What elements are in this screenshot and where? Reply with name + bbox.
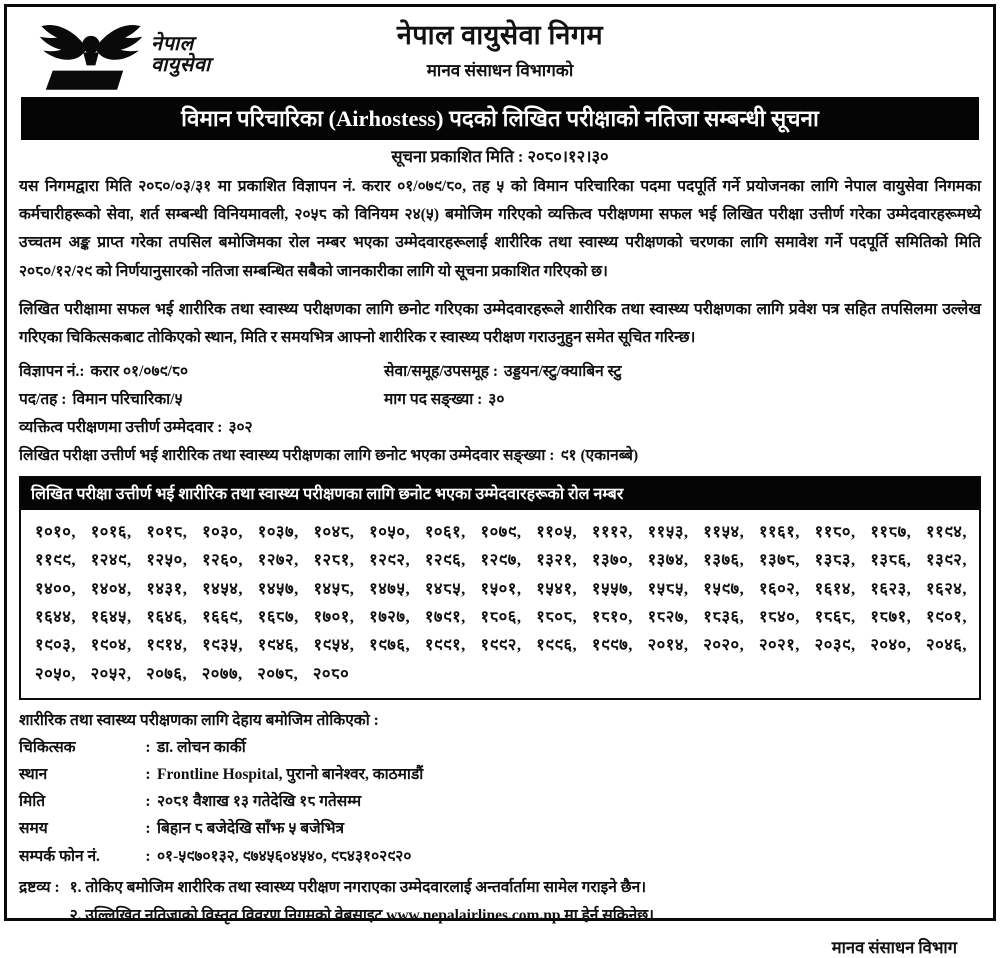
roll-number-list: १०१०, १०१६, १०१८, १०३०, १०३७, १०४८, १०५०, १०६१, १०७९, ११०५, १११२, ११५३, ११५४, ११६१, ११८०, ११८७, ११९४, ११९९, १२४९, १२५०, १२६०, १२७२, १२८१, १२९२, १२९६, १२९७, १३२१, १३७०, १३७४, १३७६, १३७८, १३८३, १३८६, १३९२, १४००, १४०४, १४३१, १४५४, १४५७, १४५८, १४७५, १४८५, १५०१, १५४१, १५५७, १५८५, १५९७, १६०२, १६१४, १६२३, १६२४, १६४४, १६४५, १६४६, १६६९, १६८७, १७०१, १७२७, १७९१, १८०६, १८०८, १८१०, १८२७, १८३६, १८४०, १८६८, १८७१, १९०१, १९०३, १९०४, १९१४, १९३५, १९४६, १९५४, १९७६, १९९१, १९९२, १९९६, १९९७, २०१४, २०२०, २०२१, २०३९, २०४०, २०४६, २०५०, २०५२, २०७६, २०७७, २०७८, २०८०: [35, 521, 967, 683]
logo-text-line1: नेपाल: [151, 33, 194, 55]
logo-wordmark: [151, 34, 211, 76]
notice-paragraph-2: लिखित परीक्षामा सफल भई शारीरिक तथा स्वास्थ्य परीक्षणका लागि छनोट गरिएका उम्मेदवारहरूले शारीरिक तथा स्वास्थ्य परीक्षणका लागि प्रवेश पत्र सहित तपसिलमा उल्लेख गरिएका चिकित्सकबाट तोकिएको स्थान, मिति र समयभित्र आफ्नो शारीरिक र स्वास्थ्य परीक्षण गराउनुहुन समेत सूचित गरिन्छ।: [19, 300, 981, 347]
nepal-airlines-logo: [37, 15, 211, 95]
date-row: [19, 788, 981, 815]
post-level-label: पद/तह :: [19, 391, 67, 409]
roll-number-box: [19, 476, 981, 700]
vacancy-details: [19, 358, 981, 470]
personality-pass-row: [19, 414, 981, 442]
colon-separator: :: [145, 766, 151, 784]
service-group-value: उड्डयन/स्टु/क्याबिन स्टु: [504, 363, 622, 381]
selected-count-value: ९१ (एकानब्बे): [560, 446, 639, 464]
document-header: [19, 13, 981, 95]
department-name: मानव संसाधन विभागको: [426, 61, 574, 80]
notice-paragraph-1: यस निगमद्वारा मिति २०८०/०३/३१ मा प्रकाशित विज्ञापन नं. करार ०१/०७९/८०, तह ५ को विमान परिचारिका पदमा पदपूर्ति गर्ने प्रयोजनका लागि नेपाल वायुसेवा निगमका कर्मचारीहरूको सेवा, शर्त सम्बन्धी विनियमावली, २०५८ को विनियम २४(५) बमोजिम गरिएको व्यक्तित्व परीक्षणमा सफल भई लिखित परीक्षा उत्तीर्ण गरेका उम्मेदवारहरूमध्ये उच्चतम अङ्क प्राप्त गरेका तपसिल बमोजिमका रोल नम्बर भएका उम्मेदवारहरूलाई शारीरिक तथा स्वास्थ्य परीक्षणको चरणका लागि समावेश गर्ने पदपूर्ति समितिको मिति २०८०/१२/२९ को निर्णयानुसारको नतिजा सम्बन्धित सबैको जानकारीका लागि यो सूचना प्रकाशित गरिएको छ।: [19, 178, 982, 280]
colon-separator: :: [145, 793, 151, 811]
notes-section: [19, 874, 981, 930]
colon-separator: :: [145, 847, 151, 865]
advert-number-label: विज्ञापन नं.:: [19, 363, 85, 381]
time-value: बिहान ८ बजेदेखि साँझ ५ बजेभित्र: [157, 820, 345, 838]
note-2-suffix: मा हेर्न सकिनेछ।: [560, 906, 655, 924]
colon-separator: :: [145, 820, 151, 838]
airline-wings-icon: [37, 15, 145, 95]
selected-count-row: [19, 442, 981, 470]
advert-number-row: [19, 358, 384, 386]
location-label: स्थान: [19, 766, 48, 784]
contact-phone-row: [19, 843, 981, 870]
roll-number-heading: लिखित परीक्षा उत्तीर्ण भई शारीरिक तथा स्वास्थ्य परीक्षणका लागि छनोट भएका उम्मेदवारहरूको रोल नम्बर: [21, 478, 979, 510]
date-value: २०८१ वैशाख १३ गतेदेखि १८ गतेसम्म: [157, 793, 362, 811]
organization-name: नेपाल वायुसेवा निगम: [396, 20, 604, 50]
selected-count-label: लिखित परीक्षा उत्तीर्ण भई शारीरिक तथा स्वास्थ्य परीक्षणका लागि छनोट भएका उम्मेदवार सङ्ख्या :: [19, 446, 555, 464]
personality-pass-value: ३०२: [228, 419, 253, 436]
colon-separator: :: [145, 739, 151, 757]
time-row: [19, 815, 981, 842]
note-2-text: २. उल्लिखित नतिजाको विस्तृत विवरण निगमको वेबसाइट: [69, 906, 387, 924]
post-level-value: विमान परिचारिका/५: [72, 391, 183, 409]
published-date: सूचना प्रकाशित मिति : २०८०।१२।३०: [391, 147, 609, 166]
doctor-row: [19, 734, 981, 761]
personality-pass-label: व्यक्तित्व परीक्षणमा उत्तीर्ण उम्मेदवार :: [19, 419, 223, 436]
signoff-department: मानव संसाधन विभाग: [831, 938, 957, 958]
service-group-row: [384, 358, 981, 386]
service-group-label: सेवा/समूह/उपसमूह :: [384, 363, 499, 381]
notes-label: द्रष्टव्य :: [19, 878, 60, 896]
note-2: [70, 902, 654, 930]
notes-list: [70, 874, 654, 930]
notice-title-banner: विमान परिचारिका (Airhostess) पदको लिखित परीक्षाको नतिजा सम्बन्धी सूचना: [21, 97, 979, 140]
note-1: १. तोकिए बमोजिम शारीरिक तथा स्वास्थ्य परीक्षण नगराएका उम्मेदवारलाई अन्तर्वार्तामा सामेल गराइने छैन।: [69, 878, 647, 896]
website-url: www.nepalairlines.com.np: [386, 906, 561, 924]
contact-phone-label: सम्पर्क फोन नं.: [19, 847, 100, 865]
doctor-label: चिकित्सक: [19, 739, 76, 757]
contact-phone-value: ०१-५९७०१३२, ९७४५६०४५४०, ९८४३१०२९२०: [157, 847, 412, 865]
location-row: [19, 761, 981, 788]
post-level-row: [19, 386, 384, 414]
notice-document: [4, 4, 996, 958]
doctor-value: डा. लोचन कार्की: [157, 739, 246, 757]
time-label: समय: [19, 820, 48, 838]
logo-text-line2: वायुसेवा: [151, 54, 211, 76]
advert-number-value: करार ०१/०७९/८०: [90, 363, 189, 381]
schedule-table: [19, 734, 981, 870]
vacancy-count-label: माग पद सङ्ख्या :: [384, 391, 483, 409]
date-label: मिति: [19, 793, 46, 811]
vacancy-count-value: ३०: [488, 391, 505, 409]
vacancy-count-row: [384, 386, 981, 414]
schedule-heading: शारीरिक तथा स्वास्थ्य परीक्षणका लागि देहाय बमोजिम तोकिएको :: [19, 712, 379, 730]
location-value: Frontline Hospital, पुरानो बानेश्वर, काठमाडौं: [157, 766, 424, 784]
